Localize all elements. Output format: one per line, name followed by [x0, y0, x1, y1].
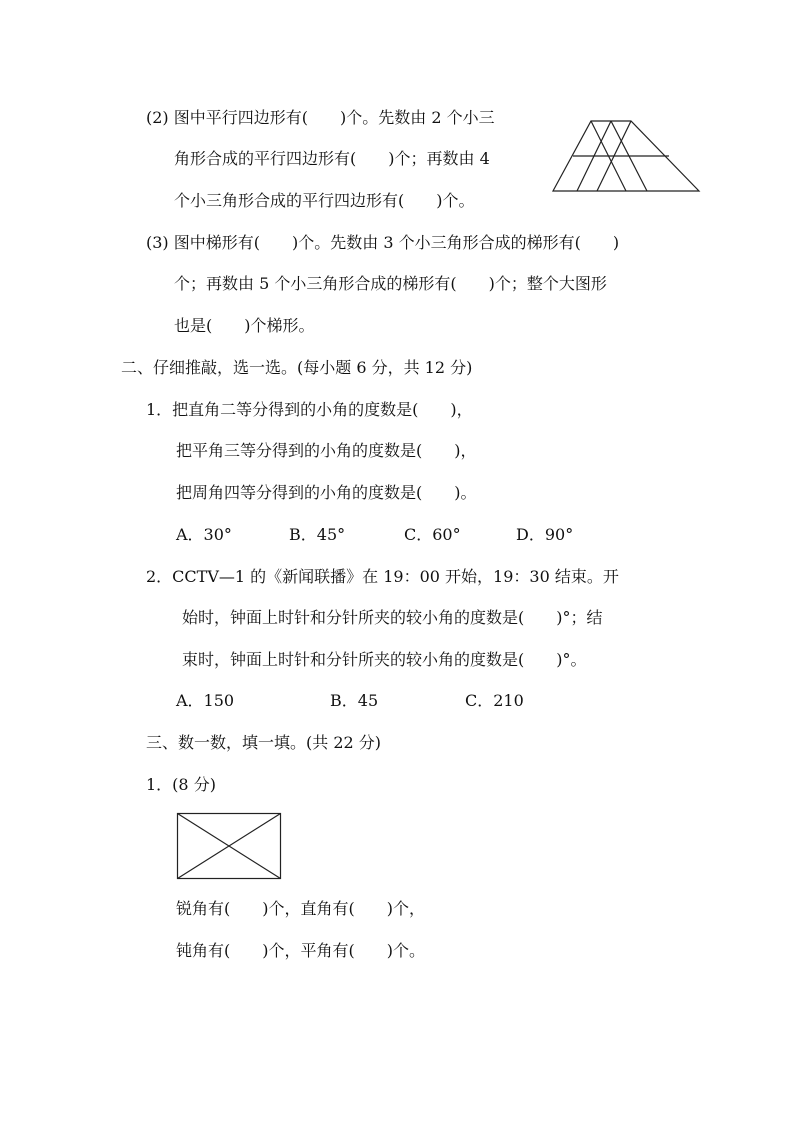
s2-item2-line-2: 始时，钟面上时针和分针所夹的较小角的度数是( )°；结 — [182, 608, 603, 627]
s2-item1-option-a: A．30° — [176, 525, 232, 544]
q2-line-1: (2) 图中平行四边形有( )个。先数由 2 个小三 — [146, 108, 495, 127]
section2-header: 二、仔细推敲，选一选。(每小题 6 分，共 12 分) — [121, 358, 473, 377]
trapezoid-triangle-figure — [551, 119, 701, 195]
q2-line-3: 个小三角形合成的平行四边形有( )个。 — [174, 191, 475, 210]
s2-item2-line-3: 束时，钟面上时针和分针所夹的较小角的度数是( )°。 — [182, 650, 587, 669]
q3-line-3: 也是( )个梯形。 — [174, 316, 315, 335]
q3-line-2: 个；再数由 5 个小三角形合成的梯形有( )个；整个大图形 — [174, 274, 607, 293]
section3-header: 三、数一数，填一填。(共 22 分) — [146, 733, 382, 752]
s2-item1-line-3: 把周角四等分得到的小角的度数是( )。 — [176, 483, 477, 502]
q3-line-1: (3) 图中梯形有( )个。先数由 3 个小三角形合成的梯形有( ) — [146, 233, 620, 252]
s2-item1-option-b: B．45° — [289, 525, 346, 544]
rectangle-diagonals-figure — [176, 812, 282, 880]
q2-line-2: 角形合成的平行四边形有( )个；再数由 4 — [174, 149, 490, 168]
s3-item1-line-2: 钝角有( )个，平角有( )个。 — [176, 941, 425, 960]
s2-item2-option-b: B．45 — [330, 691, 379, 710]
s2-item1-option-c: C．60° — [404, 525, 461, 544]
s2-item1-option-d: D．90° — [516, 525, 574, 544]
s2-item2-line-1: 2．CCTV—1 的《新闻联播》在 19：00 开始，19：30 结束。开 — [146, 567, 619, 586]
s3-item1-label: 1．(8 分) — [146, 775, 216, 794]
s2-item1-line-2: 把平角三等分得到的小角的度数是( )， — [176, 441, 477, 460]
s2-item1-line-1: 1．把直角二等分得到的小角的度数是( )， — [146, 400, 473, 419]
s2-item2-option-c: C．210 — [465, 691, 524, 710]
s2-item2-option-a: A．150 — [176, 691, 235, 710]
s3-item1-line-1: 锐角有( )个，直角有( )个， — [176, 899, 425, 918]
